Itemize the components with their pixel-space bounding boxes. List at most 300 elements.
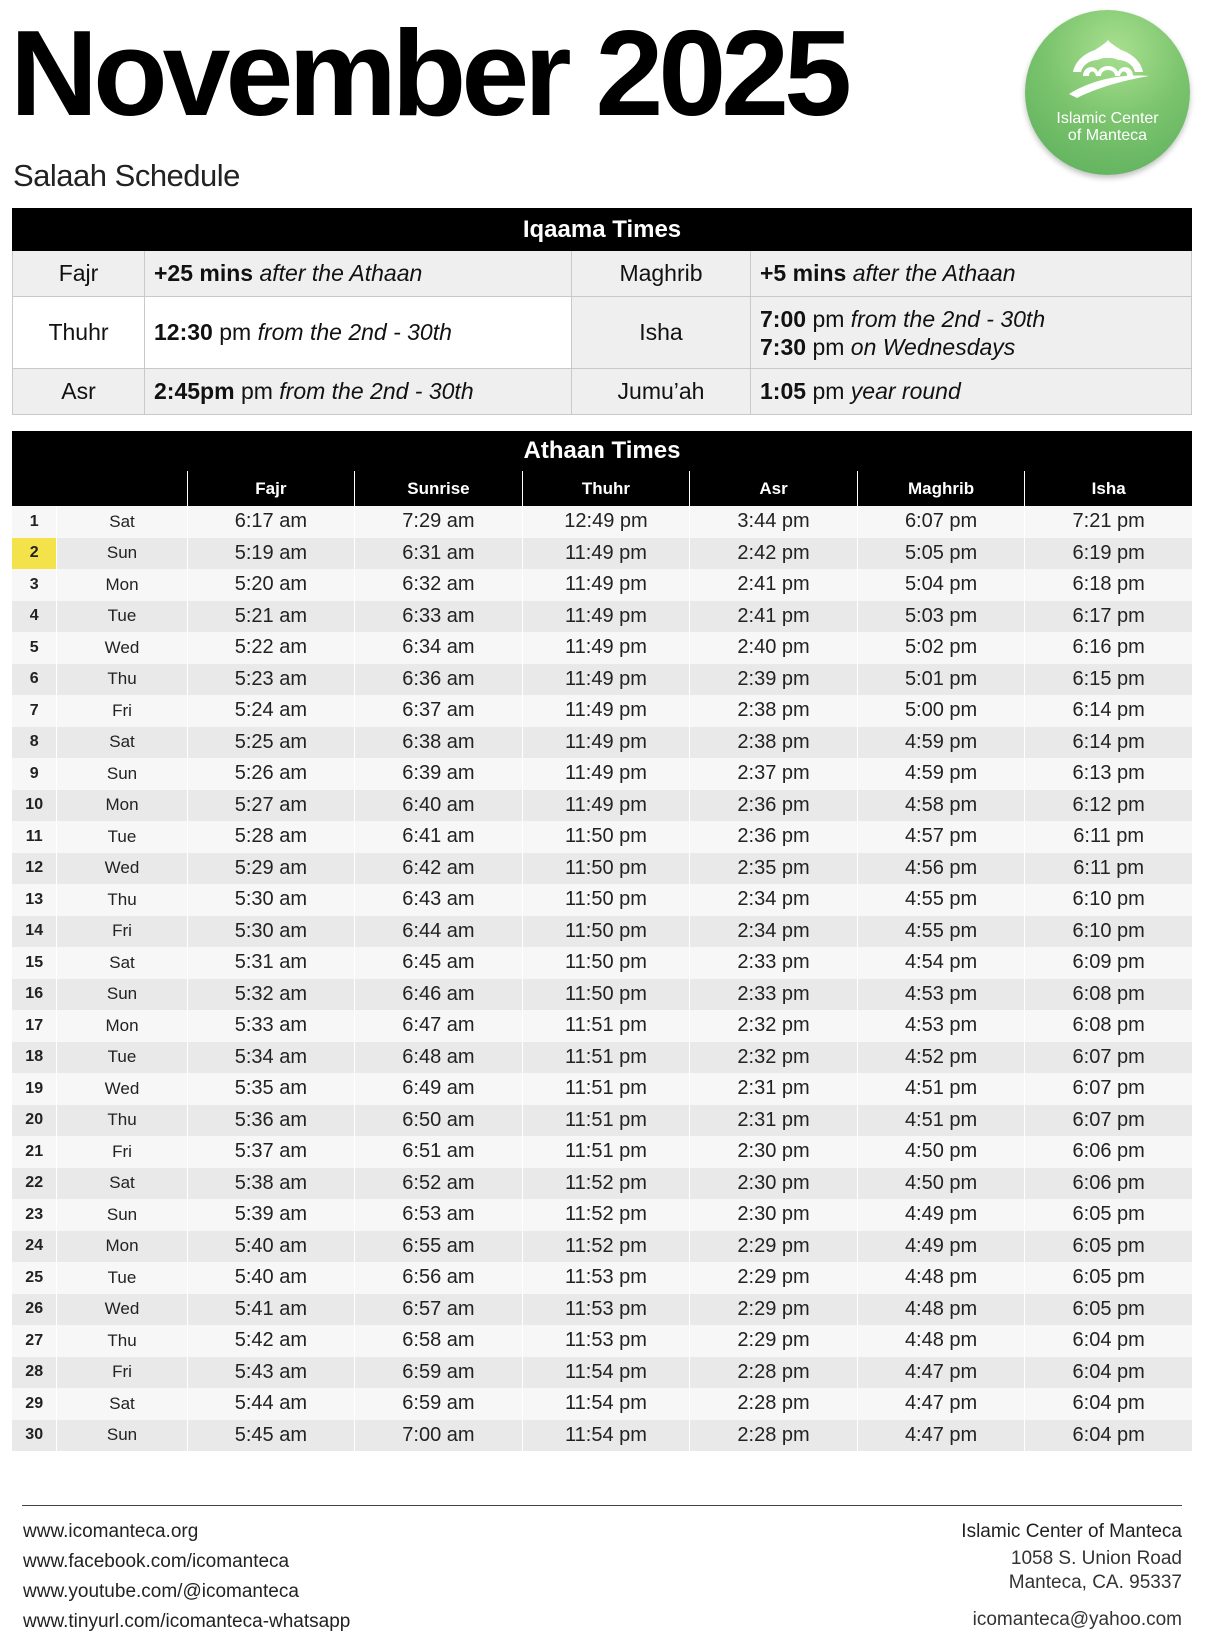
table-row: [12, 1325, 1192, 1357]
thuhr-time: 11:49 pm: [522, 664, 690, 696]
table-row: [12, 1231, 1192, 1263]
athaan-column-header: Sunrise: [355, 471, 523, 506]
asr-time: 2:30 pm: [690, 1136, 858, 1168]
table-row: [12, 569, 1192, 601]
day-name: Thu: [57, 664, 187, 696]
fajr-time: 5:23 am: [187, 664, 355, 696]
table-row: [12, 1105, 1192, 1137]
fajr-time: 5:27 am: [187, 790, 355, 822]
table-row: [12, 1073, 1192, 1105]
asr-time: 2:29 pm: [690, 1325, 858, 1357]
sunrise-time: 6:52 am: [355, 1168, 523, 1200]
maghrib-time: 4:59 pm: [857, 758, 1025, 790]
day-number: 22: [12, 1168, 57, 1200]
fajr-time: 5:36 am: [187, 1105, 355, 1137]
thuhr-time: 12:49 pm: [522, 506, 690, 538]
asr-time: 2:42 pm: [690, 538, 858, 570]
iqaama-ampm: pm: [812, 333, 845, 360]
table-row: [12, 506, 1192, 538]
table-row: [12, 821, 1192, 853]
maghrib-time: 4:55 pm: [857, 884, 1025, 916]
sunrise-time: 6:45 am: [355, 947, 523, 979]
table-row: [12, 758, 1192, 790]
day-number: 28: [12, 1357, 57, 1389]
thuhr-time: 11:52 pm: [522, 1168, 690, 1200]
table-row: [12, 664, 1192, 696]
thuhr-time: 11:49 pm: [522, 601, 690, 633]
athaan-column-header-row: [12, 471, 1192, 506]
table-row: [12, 1388, 1192, 1420]
day-number: 26: [12, 1294, 57, 1326]
thuhr-time: 11:53 pm: [522, 1262, 690, 1294]
asr-time: 2:34 pm: [690, 916, 858, 948]
fajr-time: 5:30 am: [187, 916, 355, 948]
sunrise-time: 7:00 am: [355, 1420, 523, 1452]
athaan-column-header: Fajr: [187, 471, 355, 506]
fajr-time: 5:31 am: [187, 947, 355, 979]
asr-time: 2:31 pm: [690, 1073, 858, 1105]
fajr-time: 5:22 am: [187, 632, 355, 664]
footer-link-website[interactable]: www.icomanteca.org: [23, 1521, 199, 1542]
athaan-column-header: Asr: [690, 471, 858, 506]
thuhr-time: 11:49 pm: [522, 538, 690, 570]
org-address-line: 1058 S. Union Road: [1010, 1548, 1182, 1569]
asr-time: 2:40 pm: [690, 632, 858, 664]
sunrise-time: 6:39 am: [355, 758, 523, 790]
maghrib-time: 4:48 pm: [857, 1294, 1025, 1326]
iqaama-jumuah-rule: [751, 369, 1192, 415]
iqaama-time: 7:30: [760, 333, 807, 360]
maghrib-time: 4:59 pm: [857, 727, 1025, 759]
sunrise-time: 6:40 am: [355, 790, 523, 822]
day-number: 9: [12, 758, 57, 790]
athaan-column-header-blank: [12, 471, 187, 506]
day-name: Sun: [57, 979, 187, 1011]
iqaama-note: from the 2nd - 30th: [257, 319, 452, 345]
asr-time: 2:28 pm: [690, 1357, 858, 1389]
iqaama-time: +25 mins: [154, 260, 254, 286]
maghrib-time: 4:55 pm: [857, 916, 1025, 948]
fajr-time: 5:35 am: [187, 1073, 355, 1105]
sunrise-time: 6:36 am: [355, 664, 523, 696]
iqaama-note: on Wednesdays: [850, 333, 1016, 360]
fajr-time: 5:37 am: [187, 1136, 355, 1168]
iqaama-note: after the Athaan: [852, 260, 1016, 286]
footer-contact: [961, 1517, 1182, 1635]
day-name: Mon: [57, 790, 187, 822]
fajr-time: 5:34 am: [187, 1042, 355, 1074]
day-number: 14: [12, 916, 57, 948]
fajr-time: 5:33 am: [187, 1010, 355, 1042]
footer-link-youtube[interactable]: www.youtube.com/@icomanteca: [23, 1581, 299, 1602]
iqaama-ampm: pm: [812, 305, 845, 332]
sunrise-time: 6:41 am: [355, 821, 523, 853]
thuhr-time: 11:50 pm: [522, 916, 690, 948]
asr-time: 2:28 pm: [690, 1388, 858, 1420]
iqaama-isha-line: [760, 305, 1190, 333]
asr-time: 2:34 pm: [690, 884, 858, 916]
isha-time: 6:08 pm: [1025, 1010, 1192, 1042]
sunrise-time: 6:44 am: [355, 916, 523, 948]
iqaama-fajr-label: Fajr: [13, 251, 145, 297]
isha-time: 6:16 pm: [1025, 632, 1192, 664]
athaan-column-header: Thuhr: [522, 471, 690, 506]
fajr-time: 5:25 am: [187, 727, 355, 759]
day-name: Mon: [57, 569, 187, 601]
isha-time: 6:05 pm: [1025, 1262, 1192, 1294]
sunrise-time: 6:58 am: [355, 1325, 523, 1357]
fajr-time: 5:30 am: [187, 884, 355, 916]
iqaama-time: 7:00: [760, 305, 807, 332]
iqaama-time: 1:05: [760, 378, 807, 404]
logo-text-line: Islamic Center: [1056, 110, 1159, 127]
fajr-time: 5:42 am: [187, 1325, 355, 1357]
day-number: 4: [12, 601, 57, 633]
day-name: Sun: [57, 1420, 187, 1452]
day-number: 20: [12, 1105, 57, 1137]
table-row: [12, 1136, 1192, 1168]
isha-time: 6:05 pm: [1025, 1231, 1192, 1263]
day-name: Thu: [57, 1325, 187, 1357]
thuhr-time: 11:54 pm: [522, 1388, 690, 1420]
fajr-time: 5:29 am: [187, 853, 355, 885]
iqaama-time: 12:30: [154, 319, 213, 345]
day-name: Sat: [57, 1388, 187, 1420]
table-row: [12, 1420, 1192, 1452]
thuhr-time: 11:53 pm: [522, 1294, 690, 1326]
isha-time: 6:04 pm: [1025, 1325, 1192, 1357]
sunrise-time: 6:31 am: [355, 538, 523, 570]
fajr-time: 5:38 am: [187, 1168, 355, 1200]
maghrib-time: 5:05 pm: [857, 538, 1025, 570]
table-row: [12, 979, 1192, 1011]
fajr-time: 6:17 am: [187, 506, 355, 538]
sunrise-time: 6:34 am: [355, 632, 523, 664]
maghrib-time: 4:48 pm: [857, 1325, 1025, 1357]
isha-time: 6:11 pm: [1025, 821, 1192, 853]
asr-time: 2:30 pm: [690, 1199, 858, 1231]
org-email[interactable]: icomanteca@yahoo.com: [972, 1609, 1182, 1630]
day-number: 17: [12, 1010, 57, 1042]
iqaama-note: after the Athaan: [259, 260, 423, 286]
day-number: 21: [12, 1136, 57, 1168]
day-number: 13: [12, 884, 57, 916]
maghrib-time: 5:02 pm: [857, 632, 1025, 664]
day-number: 24: [12, 1231, 57, 1263]
sunrise-time: 6:32 am: [355, 569, 523, 601]
thuhr-time: 11:50 pm: [522, 853, 690, 885]
day-number: 27: [12, 1325, 57, 1357]
day-number: 3: [12, 569, 57, 601]
isha-time: 6:10 pm: [1025, 884, 1192, 916]
thuhr-time: 11:49 pm: [522, 569, 690, 601]
fajr-time: 5:19 am: [187, 538, 355, 570]
day-number: 23: [12, 1199, 57, 1231]
sunrise-time: 6:42 am: [355, 853, 523, 885]
isha-time: 6:12 pm: [1025, 790, 1192, 822]
isha-time: 6:14 pm: [1025, 695, 1192, 727]
day-number: 12: [12, 853, 57, 885]
day-number: 25: [12, 1262, 57, 1294]
asr-time: 2:36 pm: [690, 790, 858, 822]
isha-time: 6:11 pm: [1025, 853, 1192, 885]
thuhr-time: 11:52 pm: [522, 1199, 690, 1231]
asr-time: 2:33 pm: [690, 947, 858, 979]
iqaama-ampm: pm: [240, 378, 273, 404]
fajr-time: 5:43 am: [187, 1357, 355, 1389]
maghrib-time: 4:47 pm: [857, 1420, 1025, 1452]
day-name: Mon: [57, 1231, 187, 1263]
isha-time: 7:21 pm: [1025, 506, 1192, 538]
isha-time: 6:15 pm: [1025, 664, 1192, 696]
table-row: [12, 538, 1192, 570]
day-name: Fri: [57, 1136, 187, 1168]
athaan-column-header: Isha: [1025, 471, 1192, 506]
page-header: [0, 0, 1208, 205]
thuhr-time: 11:52 pm: [522, 1231, 690, 1263]
iqaama-isha-rule: [751, 297, 1192, 369]
day-number: 7: [12, 695, 57, 727]
asr-time: 2:37 pm: [690, 758, 858, 790]
day-name: Tue: [57, 1262, 187, 1294]
day-number: 30: [12, 1420, 57, 1452]
maghrib-time: 4:49 pm: [857, 1231, 1025, 1263]
asr-time: 2:38 pm: [690, 727, 858, 759]
day-name: Sat: [57, 947, 187, 979]
isha-time: 6:13 pm: [1025, 758, 1192, 790]
thuhr-time: 11:51 pm: [522, 1042, 690, 1074]
thuhr-time: 11:54 pm: [522, 1357, 690, 1389]
day-number: 18: [12, 1042, 57, 1074]
iqaama-fajr-rule: [145, 251, 572, 297]
page-title: November 2025: [10, 5, 847, 141]
footer-link-facebook[interactable]: www.facebook.com/icomanteca: [23, 1551, 290, 1572]
org-name: Islamic Center of Manteca: [961, 1521, 1182, 1542]
iqaama-jumuah-label: Jumu’ah: [572, 369, 751, 415]
thuhr-time: 11:49 pm: [522, 758, 690, 790]
iqaama-time: 2:45pm: [154, 378, 235, 404]
table-row: [12, 853, 1192, 885]
asr-time: 2:33 pm: [690, 979, 858, 1011]
asr-time: 2:28 pm: [690, 1420, 858, 1452]
logo-text: [1025, 110, 1190, 144]
maghrib-time: 4:56 pm: [857, 853, 1025, 885]
fajr-time: 5:39 am: [187, 1199, 355, 1231]
asr-time: 2:30 pm: [690, 1168, 858, 1200]
maghrib-time: 4:53 pm: [857, 1010, 1025, 1042]
asr-time: 2:29 pm: [690, 1231, 858, 1263]
sunrise-time: 6:33 am: [355, 601, 523, 633]
thuhr-time: 11:50 pm: [522, 884, 690, 916]
table-row: [12, 1294, 1192, 1326]
maghrib-time: 4:58 pm: [857, 790, 1025, 822]
table-row: [12, 790, 1192, 822]
asr-time: 2:29 pm: [690, 1294, 858, 1326]
maghrib-time: 4:51 pm: [857, 1073, 1025, 1105]
day-name: Tue: [57, 1042, 187, 1074]
day-name: Wed: [57, 632, 187, 664]
footer-links: [23, 1517, 350, 1637]
day-number: 5: [12, 632, 57, 664]
thuhr-time: 11:51 pm: [522, 1073, 690, 1105]
asr-time: 2:39 pm: [690, 664, 858, 696]
sunrise-time: 6:55 am: [355, 1231, 523, 1263]
isha-time: 6:07 pm: [1025, 1073, 1192, 1105]
day-number: 2: [12, 538, 57, 570]
sunrise-time: 6:47 am: [355, 1010, 523, 1042]
table-row: [12, 695, 1192, 727]
isha-time: 6:07 pm: [1025, 1042, 1192, 1074]
day-number: 16: [12, 979, 57, 1011]
sunrise-time: 6:37 am: [355, 695, 523, 727]
isha-time: 6:06 pm: [1025, 1168, 1192, 1200]
fajr-time: 5:28 am: [187, 821, 355, 853]
sunrise-time: 6:43 am: [355, 884, 523, 916]
day-number: 6: [12, 664, 57, 696]
athaan-table: [12, 431, 1192, 1451]
thuhr-time: 11:49 pm: [522, 695, 690, 727]
asr-time: 3:44 pm: [690, 506, 858, 538]
fajr-time: 5:41 am: [187, 1294, 355, 1326]
sunrise-time: 6:46 am: [355, 979, 523, 1011]
sunrise-time: 6:50 am: [355, 1105, 523, 1137]
day-number: 1: [12, 506, 57, 538]
iqaama-thuhr-label: Thuhr: [13, 297, 145, 369]
day-name: Sun: [57, 538, 187, 570]
thuhr-time: 11:50 pm: [522, 979, 690, 1011]
iqaama-maghrib-label: Maghrib: [572, 251, 751, 297]
isha-time: 6:17 pm: [1025, 601, 1192, 633]
fajr-time: 5:45 am: [187, 1420, 355, 1452]
iqaama-note: year round: [850, 378, 961, 404]
day-name: Tue: [57, 821, 187, 853]
sunrise-time: 6:59 am: [355, 1357, 523, 1389]
fajr-time: 5:26 am: [187, 758, 355, 790]
sunrise-time: 6:51 am: [355, 1136, 523, 1168]
iqaama-maghrib-rule: [751, 251, 1192, 297]
isha-time: 6:06 pm: [1025, 1136, 1192, 1168]
day-number: 19: [12, 1073, 57, 1105]
table-row: [12, 1168, 1192, 1200]
isha-time: 6:10 pm: [1025, 916, 1192, 948]
maghrib-time: 4:47 pm: [857, 1388, 1025, 1420]
isha-time: 6:19 pm: [1025, 538, 1192, 570]
maghrib-time: 4:47 pm: [857, 1357, 1025, 1389]
maghrib-time: 4:53 pm: [857, 979, 1025, 1011]
sunrise-time: 6:56 am: [355, 1262, 523, 1294]
maghrib-time: 4:52 pm: [857, 1042, 1025, 1074]
sunrise-time: 6:57 am: [355, 1294, 523, 1326]
footer-divider: [22, 1505, 1182, 1506]
fajr-time: 5:32 am: [187, 979, 355, 1011]
athaan-column-header: Maghrib: [857, 471, 1025, 506]
mosque-dome-icon: [1065, 38, 1151, 102]
day-name: Sat: [57, 1168, 187, 1200]
iqaama-time: +5 mins: [760, 260, 847, 286]
thuhr-time: 11:50 pm: [522, 821, 690, 853]
table-row: [12, 1357, 1192, 1389]
iqaama-asr-rule: [145, 369, 572, 415]
isha-time: 6:07 pm: [1025, 1105, 1192, 1137]
iqaama-note: from the 2nd - 30th: [850, 305, 1046, 332]
table-row: [12, 1262, 1192, 1294]
isha-time: 6:14 pm: [1025, 727, 1192, 759]
day-name: Fri: [57, 695, 187, 727]
day-name: Sat: [57, 506, 187, 538]
day-name: Thu: [57, 1105, 187, 1137]
isha-time: 6:05 pm: [1025, 1294, 1192, 1326]
thuhr-time: 11:51 pm: [522, 1010, 690, 1042]
asr-time: 2:32 pm: [690, 1042, 858, 1074]
maghrib-time: 4:50 pm: [857, 1168, 1025, 1200]
thuhr-time: 11:49 pm: [522, 790, 690, 822]
isha-time: 6:18 pm: [1025, 569, 1192, 601]
iqaama-asr-label: Asr: [13, 369, 145, 415]
iqaama-table: [12, 208, 1192, 415]
sunrise-time: 7:29 am: [355, 506, 523, 538]
athaan-heading: Athaan Times: [12, 431, 1192, 471]
logo: [1025, 10, 1190, 175]
logo-text-line: of Manteca: [1067, 127, 1148, 144]
thuhr-time: 11:51 pm: [522, 1136, 690, 1168]
asr-time: 2:29 pm: [690, 1262, 858, 1294]
iqaama-heading: Iqaama Times: [13, 209, 1192, 251]
maghrib-time: 5:01 pm: [857, 664, 1025, 696]
day-name: Sat: [57, 727, 187, 759]
table-row: [12, 884, 1192, 916]
sunrise-time: 6:53 am: [355, 1199, 523, 1231]
iqaama-isha-line: [760, 333, 1190, 361]
table-row: [12, 632, 1192, 664]
iqaama-note: from the 2nd - 30th: [279, 378, 474, 404]
maghrib-time: 4:51 pm: [857, 1105, 1025, 1137]
thuhr-time: 11:54 pm: [522, 1420, 690, 1452]
maghrib-time: 4:49 pm: [857, 1199, 1025, 1231]
maghrib-time: 4:57 pm: [857, 821, 1025, 853]
isha-time: 6:09 pm: [1025, 947, 1192, 979]
sunrise-time: 6:49 am: [355, 1073, 523, 1105]
day-number: 8: [12, 727, 57, 759]
maghrib-time: 4:54 pm: [857, 947, 1025, 979]
maghrib-time: 5:04 pm: [857, 569, 1025, 601]
asr-time: 2:41 pm: [690, 601, 858, 633]
asr-time: 2:31 pm: [690, 1105, 858, 1137]
day-name: Sun: [57, 1199, 187, 1231]
fajr-time: 5:21 am: [187, 601, 355, 633]
sunrise-time: 6:48 am: [355, 1042, 523, 1074]
thuhr-time: 11:49 pm: [522, 632, 690, 664]
day-name: Fri: [57, 916, 187, 948]
maghrib-time: 5:03 pm: [857, 601, 1025, 633]
isha-time: 6:05 pm: [1025, 1199, 1192, 1231]
day-number: 15: [12, 947, 57, 979]
page-subtitle: Salaah Schedule: [13, 158, 240, 193]
maghrib-time: 6:07 pm: [857, 506, 1025, 538]
day-name: Thu: [57, 884, 187, 916]
isha-time: 6:04 pm: [1025, 1420, 1192, 1452]
isha-time: 6:04 pm: [1025, 1357, 1192, 1389]
footer-link-whatsapp[interactable]: www.tinyurl.com/icomanteca-whatsapp: [23, 1611, 351, 1632]
day-name: Wed: [57, 1294, 187, 1326]
athaan-rows: [12, 506, 1192, 1451]
asr-time: 2:32 pm: [690, 1010, 858, 1042]
day-name: Wed: [57, 1073, 187, 1105]
fajr-time: 5:40 am: [187, 1262, 355, 1294]
table-row: [12, 916, 1192, 948]
iqaama-ampm: pm: [219, 319, 252, 345]
fajr-time: 5:44 am: [187, 1388, 355, 1420]
asr-time: 2:41 pm: [690, 569, 858, 601]
